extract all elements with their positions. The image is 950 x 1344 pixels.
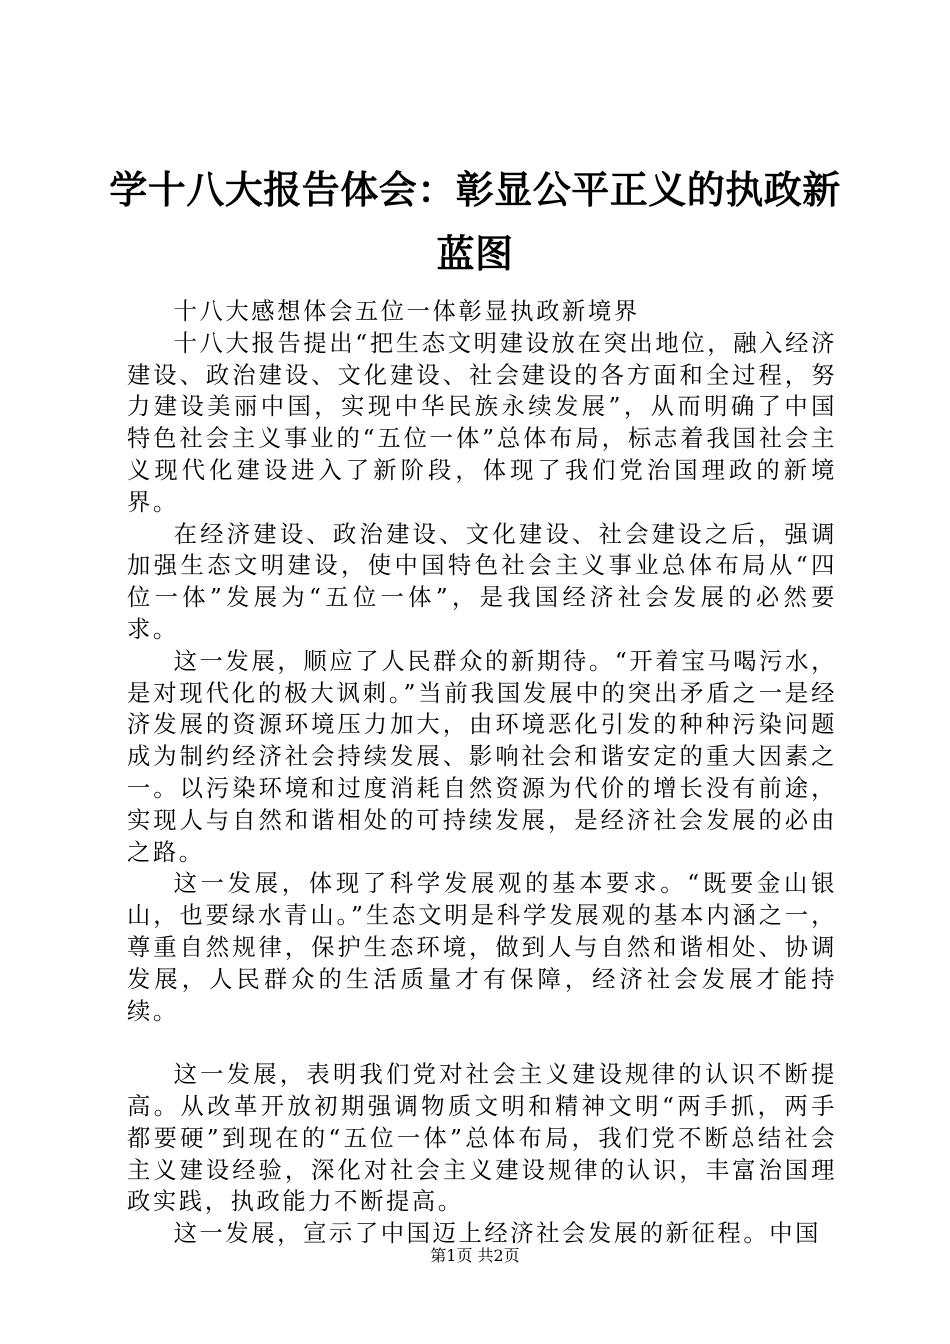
body-paragraph: 这一发展，顺应了人民群众的新期待。“开着宝马喝污水，是对现代化的极大讽刺。”当前我国发展中的突出矛盾之一是经济发展的资源环境压力加大，由环境恶化引发的种种污染问题成为制约经济社会持续发展、影响社会和谐安定的重大因素之一。以污染环境和过度消耗自然资源为代价的增长没有前途，实现人与自然和谐相处的可持续发展，是经济社会发展的必由之路。	[127, 647, 837, 866]
page-number: 第1页 共2页	[430, 1246, 520, 1265]
body-paragraph: 这一发展，宣示了中国迈上经济社会发展的新征程。中国	[173, 1220, 822, 1248]
body-paragraph: 这一发展，体现了科学发展观的基本要求。“既要金山银山，也要绿水青山。”生态文明是科学发展观的基本内涵之一，尊重自然规律，保护生态环境，做到人与自然和谐相处、协调发展，人民群众的生活质量才有保障，经济社会发展才能持续。	[127, 870, 837, 1025]
subtitle-paragraph: 十八大感想体会五位一体彰显执政新境界	[173, 298, 640, 325]
body-paragraph: 在经济建设、政治建设、文化建设、社会建设之后，强调加强生态文明建设，使中国特色社会主义事业总体布局从“四位一体”发展为“五位一体”，是我国经济社会发展的必然要求。	[127, 520, 837, 643]
document-body	[127, 296, 837, 1250]
body-paragraph: 这一发展，表明我们党对社会主义建设规律的认识不断提高。从改革开放初期强调物质文明和精神文明“两手抓，两手都要硬”到现在的“五位一体”总体布局，我们党不断总结社会主义建设经验，深化对社会主义建设规律的认识，丰富治国理政实践，执政能力不断提高。	[127, 1061, 837, 1216]
body-paragraph: 十八大报告提出“把生态文明建设放在突出地位，融入经济建设、政治建设、文化建设、社会建设的各方面和全过程，努力建设美丽中国，实现中华民族永续发展”，从而明确了中国特色社会主义事业的“五位一体”总体布局，标志着我国社会主义现代化建设进入了新阶段，体现了我们党治国理政的新境界。	[127, 329, 837, 516]
document-title: 学十八大报告体会：彰显公平正义的执政新蓝图	[109, 167, 841, 276]
